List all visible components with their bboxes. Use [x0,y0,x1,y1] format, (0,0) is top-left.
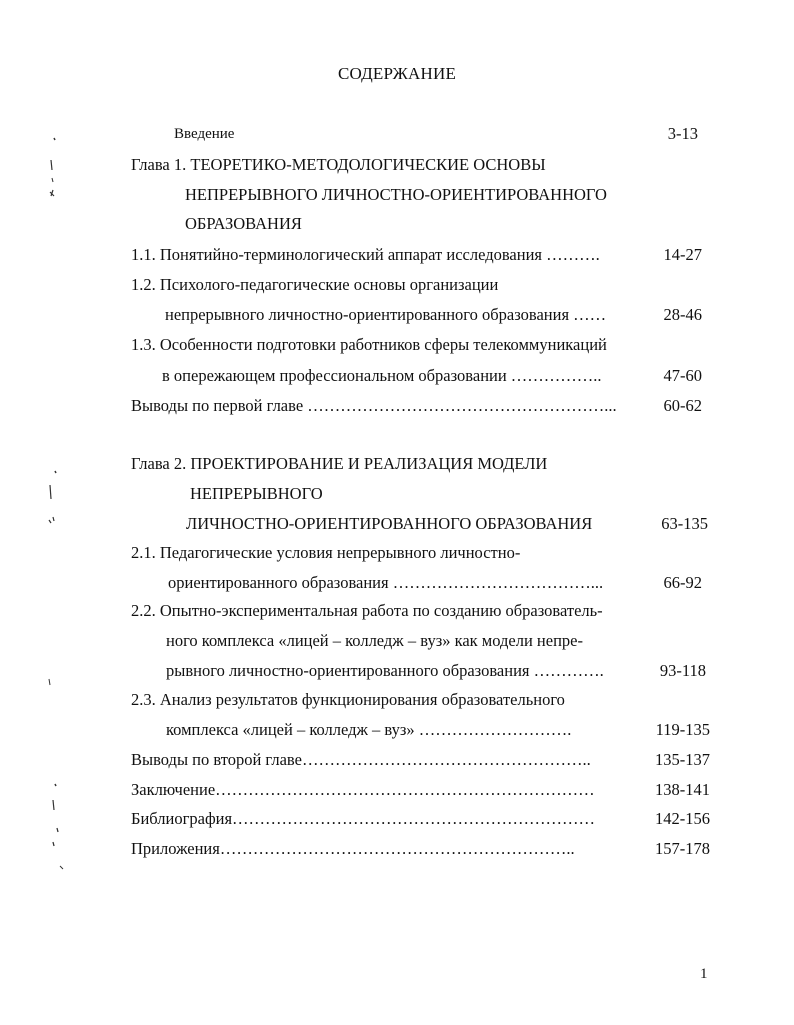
scan-artifact-marks-middle [40,465,70,535]
toc-entry-2-1-line-2: ориентированного образования ………………………………... [168,573,604,592]
toc-page-1-2: 28-46 [663,305,702,324]
toc-page-bibliography: 142-156 [655,809,710,828]
scan-artifact-marks-bottom [40,780,80,880]
toc-entry-2-2-line-2: ного комплекса «лицей – колледж – вуз» как модели непре- [166,631,583,650]
toc-entry-2-3-line-1: 2.3. Анализ результатов функционирования образовательного [131,690,565,709]
toc-entry-bibliography: Библиография………………………………………………………… [131,809,596,828]
toc-entry-2-3-line-2: комплекса «лицей – колледж – вуз» ………………………. [166,720,572,739]
toc-entry-conclusions-2: Выводы по второй главе…………………………………………….. [131,750,591,769]
toc-entry-1-2-line-2: непрерывного личностно-ориентированного образования …… [165,305,607,324]
toc-entry-conclusions-1: Выводы по первой главе ………………………………………………... [131,396,617,415]
toc-entry-2-2-line-3: рывного личностно-ориентированного образования …………. [166,661,604,680]
toc-page-introduction: 3-13 [667,124,698,143]
toc-page-2-1: 66-92 [663,573,702,592]
toc-chapter-2-title-line-3: ЛИЧНОСТНО-ОРИЕНТИРОВАННОГО ОБРАЗОВАНИЯ [186,514,593,533]
toc-entry-2-1-line-1: 2.1. Педагогические условия непрерывного личностно- [131,543,521,562]
toc-page-1-3: 47-60 [663,366,702,385]
toc-entry-1-3-line-2: в опережающем профессиональном образовании …………….. [162,366,602,385]
toc-chapter-1-title-line-1: Глава 1. ТЕОРЕТИКО-МЕТОДОЛОГИЧЕСКИЕ ОСНОВЫ [131,155,546,174]
page-title: СОДЕРЖАНИЕ [337,64,457,83]
toc-page-1-1: 14-27 [663,245,702,264]
scan-artifact-marks-top [40,130,70,200]
toc-chapter-2-title-line-2: НЕПРЕРЫВНОГО [190,484,323,503]
toc-entry-1-3-line-1: 1.3. Особенности подготовки работников сферы телекоммуникаций [131,335,607,354]
toc-entry-conclusion: Заключение…………………………………………………………… [131,780,595,799]
toc-entry-1-1: 1.1. Понятийно-терминологический аппарат исследования ………. [131,245,600,264]
toc-entry-1-2-line-1: 1.2. Психолого-педагогические основы организации [131,275,499,294]
toc-page-2-3: 119-135 [655,720,710,739]
toc-chapter-1-title-line-3: ОБРАЗОВАНИЯ [185,214,302,233]
toc-entry-introduction: Введение [174,126,235,142]
page-number: 1 [700,966,708,982]
toc-page-appendices: 157-178 [655,839,710,858]
toc-page-conclusions-2: 135-137 [655,750,710,769]
toc-chapter-1-title-line-2: НЕПРЕРЫВНОГО ЛИЧНОСТНО-ОРИЕНТИРОВАННОГО [185,185,607,204]
toc-entry-appendices: Приложения……………………………………………………….. [131,839,575,858]
toc-page-conclusions-1: 60-62 [663,396,702,415]
toc-entry-2-2-line-1: 2.2. Опытно-экспериментальная работа по созданию образователь- [131,601,603,620]
toc-page-2-2: 93-118 [659,661,706,680]
scan-artifact-mark-small [40,675,70,695]
toc-chapter-2-title-line-1: Глава 2. ПРОЕКТИРОВАНИЕ И РЕАЛИЗАЦИЯ МОДЕЛИ [131,454,548,473]
toc-page-conclusion: 138-141 [655,780,710,799]
toc-page-chapter-2: 63-135 [661,514,708,533]
